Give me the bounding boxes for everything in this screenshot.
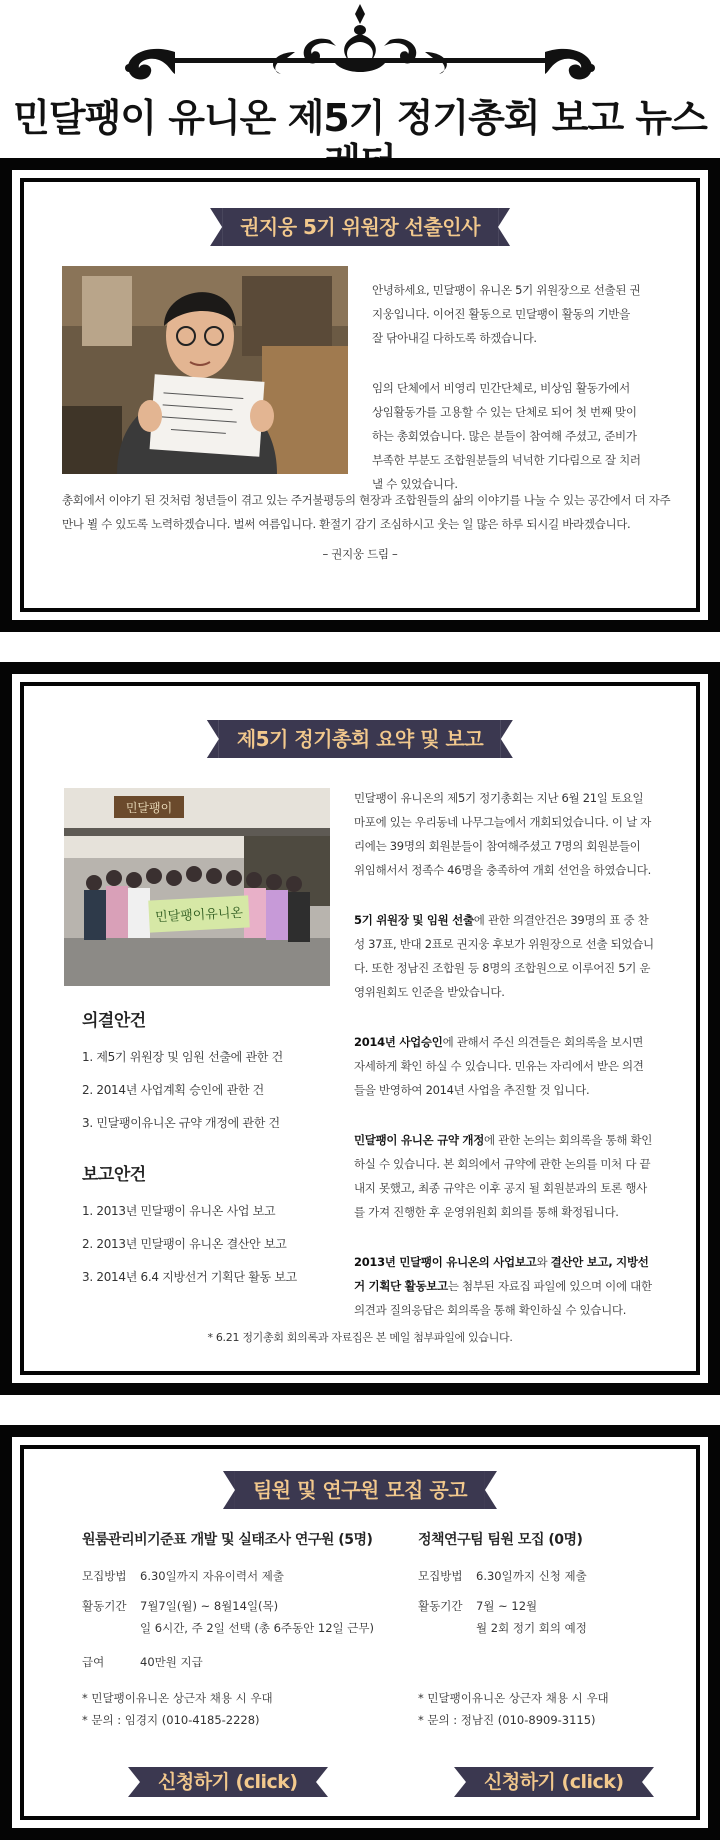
recruit-note: * 민달팽이유니온 상근자 채용 시 우대 [418,1691,609,1705]
summary-paragraph-2: 5기 위원장 및 임원 선출에 관한 의결안건은 39명의 표 중 찬성 37표, 반대 2표로 권지웅 후보가 위원장으로 선출 되었습니다. 또한 정남진 조합원 등 8명의 조합원으로 이루어진 5기 운영위원회도 인준을 받았습니다. [354,913,654,999]
section-title: 권지웅 5기 위원장 선출인사 [222,208,498,246]
greeting-paragraph-1: 안녕하세요, 민달팽이 유니온 5기 위원장으로 선출된 권지웅입니다. 이어진 활동으로 민달팽이 활동의 기반을 잘 닦아내길 다하도록 하겠습니다. [372,283,641,345]
report-item: 1. 2013년 민달팽이 유니온 사업 보고 [82,1204,276,1218]
newsletter-header [0,0,720,150]
contact-info: * 문의 : 정남진 (010-8909-3115) [418,1713,596,1727]
group-photo [64,788,330,986]
section-title: 팀원 및 연구원 모집 공고 [235,1471,485,1509]
greeting-text [372,278,642,522]
greeting-closing: 총회에서 이야기 된 것처럼 청년들이 겪고 있는 주거불평등의 현장과 조합원들의 삶의 이야기를 나눌 수 있는 공간에서 더 자주 만나 뵐 수 있도록 노력하겠습니다. 벌써 여름입니다. 환절기 감기 조심하시고 웃는 일 많은 하루 되시길 바라겠습니다. [62,493,671,531]
report-item: 2. 2013년 민달팽이 유니온 결산안 보고 [82,1237,287,1251]
summary-paragraph-5: 2013년 민달팽이 유니온의 사업보고와 결산안 보고, 지방선거 기획단 활동보고는 첨부된 자료집 파일에 있으며 이에 대한 의견과 질의응답은 회의록을 통해 확인하실 수 있습니다. [354,1255,652,1317]
section-ribbon [210,208,510,246]
summary-paragraph-4: 민달팽이 유니온 규약 개정에 관한 논의는 회의록을 통해 확인하실 수 있습니다. 본 회의에서 규약에 관한 논의를 미처 다 끝내지 못했고, 최종 규약은 이후 공지 될 회원분과의 토론 행사를 가져 진행한 후 운영위원회 회의를 통해 확정됩니다. [354,1133,653,1219]
shop-sign: 민달팽이 [125,801,173,815]
agenda-block [82,1006,352,1294]
chairman-photo [62,266,348,474]
section-ribbon [207,720,513,758]
bold-phrase: 2013년 민달팽이 유니온의 사업보고 [354,1255,537,1269]
policy-team-recruit: 정책연구팀 팀원 모집 (0명) 모집방법 6.30일까지 신청 제출 활동기간 7월 ~ 12월 월 2회 정기 회의 예정 * 민달팽이유니온 상근자 채용 시 우대 * 문의 : 정남진 (010-8909-3115) [418,1529,688,1731]
greeting-section [0,158,720,632]
summary-section [0,662,720,1395]
apply-button-policy-team[interactable]: 신청하기 (click) [454,1767,654,1797]
banner-text: 민달팽이유니온 [154,905,244,926]
recruit-title: 원룸관리비기준표 개발 및 실태조사 연구원 (5명) [82,1532,373,1548]
newsletter-title: 민달팽이 유니온 제5기 정기총회 보고 뉴스 [13,96,707,140]
agenda-title: 의결안건 [82,1011,146,1031]
recruit-note: * 민달팽이유니온 상근자 채용 시 우대 [82,1691,273,1705]
recruit-title: 정책연구팀 팀원 모집 (0명) [418,1532,583,1548]
agenda-item: 3. 민달팽이유니온 규약 개정에 관한 건 [82,1116,280,1130]
period-label: 활동기간 [418,1599,463,1613]
report-item: 3. 2014년 6.4 지방선거 기획단 활동 보고 [82,1270,297,1284]
agenda-item: 2. 2014년 사업계획 승인에 관한 건 [82,1083,264,1097]
summary-paragraph-3: 2014년 사업승인에 관해서 주신 의견들은 회의록을 보시면 자세하게 확인 하실 수 있습니다. 민유는 자리에서 받은 의견들을 반영하여 2014년 사업을 추진할 것 입니다. [354,1035,644,1097]
section-title: 제5기 정기총회 요약 및 보고 [219,720,501,758]
bold-phrase: 5기 위원장 및 임원 선출 [354,913,474,927]
pay-label: 급여 [82,1655,105,1669]
attachment-footnote: * 6.21 정기총회 회의록과 자료집은 본 메일 첨부파일에 있습니다. [207,1331,513,1344]
section-ribbon [223,1471,497,1509]
method-label: 모집방법 [82,1569,127,1583]
ornament-icon [115,2,605,86]
bold-phrase: 민달팽이 유니온 규약 개정 [354,1133,485,1147]
contact-info: * 문의 : 임경지 (010-4185-2228) [82,1713,260,1727]
summary-text [354,786,654,1348]
signature: – 권지웅 드림 – [322,547,398,561]
report-title: 보고안건 [82,1165,146,1185]
apply-button-researcher[interactable]: 신청하기 (click) [128,1767,328,1797]
agenda-item: 1. 제5기 위원장 및 임원 선출에 관한 건 [82,1050,283,1064]
bold-phrase: 2014년 사업승인 [354,1035,443,1049]
researcher-recruit: 원룸관리비기준표 개발 및 실태조사 연구원 (5명) 모집방법 6.30일까지 자유이력서 제출 활동기간 7월7일(월) ~ 8월14일(목) 일 6시간, 주 2일 선택 (총 6주동안 12일 근무) 급여 40만원 지급 * 민달팽이유니온 상근자 채용 시 우대 * 문의 : 임경지 (010-4185-2228) [82,1529,382,1731]
recruit-section [0,1425,720,1840]
bold-phrase: 결산안 보고, 지방선거 기획단 활동보고 [354,1255,649,1293]
greeting-paragraph-2: 임의 단체에서 비영리 민간단체로, 비상임 활동가에서 상임활동가를 고용할 수 있는 단체로 되어 첫 번째 맞이하는 총회였습니다. 많은 분들이 참여해 주셨고, 준비가 부족한 부분도 조합원분들의 넉넉한 기다림으로 잘 치러낼 수 있었습니다. [372,381,641,491]
summary-paragraph-1: 민달팽이 유니온의 제5기 정기총회는 지난 6월 21일 토요일 마포에 있는 우리동네 나무그늘에서 개회되었습니다. 이 날 자리에는 39명의 회원분들이 참여해주셨고 7명의 회원분들이 위임해서서 정족수 46명을 충족하여 개회 선언을 하였습니다. [354,791,652,877]
period-label: 활동기간 [82,1599,127,1613]
method-label: 모집방법 [418,1569,463,1583]
